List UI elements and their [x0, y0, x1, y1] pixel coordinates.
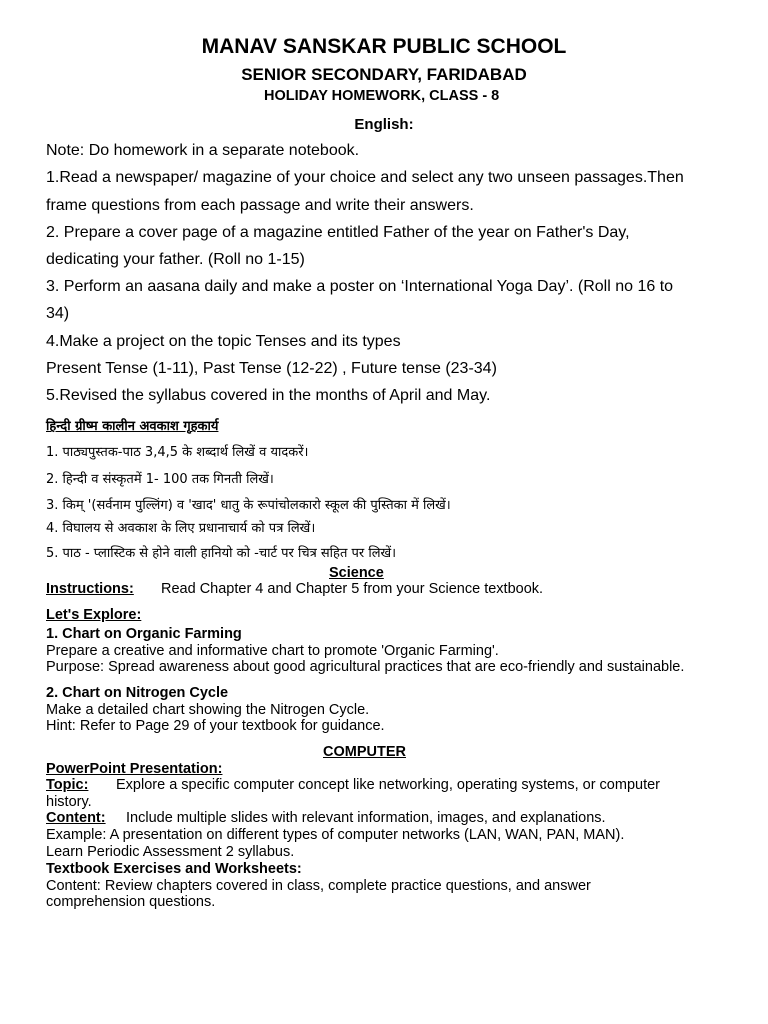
computer-heading: COMPUTER: [323, 744, 406, 760]
hindi-line: 3. किम् '(सर्वनाम पुल्लिंग) व 'खाद' धातु के रूपांचोलकारो स्कूल की पुस्तिका में लिखें।: [46, 498, 451, 513]
chart2-line: Hint: Refer to Page 29 of your textbook for guidance.: [46, 718, 385, 734]
hindi-heading: हिन्दी ग्रीष्म कालीन अवकाश गृहकार्य: [46, 419, 219, 434]
topic-label: Topic:: [46, 777, 89, 793]
hindi-line: 4. विघालय से अवकाश के लिए प्रधानाचार्य को पत्र लिखें।: [46, 521, 316, 536]
english-line: Present Tense (1-11), Past Tense (12-22) , Future tense (23-34): [46, 360, 497, 377]
content-text: Include multiple slides with relevant information, images, and explanations.: [126, 810, 606, 826]
instructions-text: Read Chapter 4 and Chapter 5 from your Science textbook.: [161, 581, 544, 597]
english-line: 4.Make a project on the topic Tenses and its types: [46, 333, 401, 350]
english-heading: English:: [354, 116, 414, 133]
chart1-line: Purpose: Spread awareness about good agricultural practices that are eco-friendly and sustainable.: [46, 659, 685, 675]
english-line: 1.Read a newspaper/ magazine of your choice and select any two unseen passages.Then: [46, 169, 684, 186]
lets-explore-heading: Let's Explore:: [46, 607, 142, 623]
chart2-line: Make a detailed chart showing the Nitrogen Cycle.: [46, 702, 370, 718]
chart1-title: 1. Chart on Organic Farming: [46, 626, 242, 642]
english-line: 3. Perform an aasana daily and make a poster on ‘International Yoga Day’. (Roll no 16 to: [46, 278, 674, 295]
textbook-heading: Textbook Exercises and Worksheets:: [46, 861, 302, 877]
hindi-line: 5. पाठ - प्लास्टिक से होने वाली हानियो को -चार्ट पर चित्र सहित पर लिखें।: [46, 546, 397, 561]
english-line: dedicating your father. (Roll no 1-15): [46, 251, 305, 268]
science-instructions: [46, 581, 543, 597]
review-line-2: comprehension questions.: [46, 894, 216, 910]
instructions-label: Instructions:: [46, 581, 134, 597]
learn-line: Learn Periodic Assessment 2 syllabus.: [46, 844, 295, 860]
chart2-title: 2. Chart on Nitrogen Cycle: [46, 685, 229, 701]
school-subtitle: SENIOR SECONDARY, FARIDABAD: [241, 65, 527, 84]
english-line: Note: Do homework in a separate notebook.: [46, 142, 360, 159]
science-heading: Science: [329, 565, 384, 581]
school-name: MANAV SANSKAR PUBLIC SCHOOL: [201, 35, 567, 58]
chart1-line: Prepare a creative and informative chart to promote 'Organic Farming'.: [46, 643, 499, 659]
content-label: Content:: [46, 810, 106, 826]
english-line: 5.Revised the syllabus covered in the months of April and May.: [46, 387, 491, 404]
topic-line: [46, 777, 660, 793]
english-line: frame questions from each passage and write their answers.: [46, 197, 474, 214]
topic-line-2: history.: [46, 794, 92, 810]
hindi-line: 2. हिन्दी व संस्कृतमें 1- 100 तक गिनती लिखें।: [46, 472, 274, 487]
topic-text: Explore a specific computer concept like networking, operating systems, or computer: [116, 777, 660, 793]
english-line: 2. Prepare a cover page of a magazine entitled Father of the year on Father's Day,: [46, 224, 630, 241]
homework-title: HOLIDAY HOMEWORK, CLASS - 8: [264, 88, 500, 104]
review-line: Content: Review chapters covered in class, complete practice questions, and answer: [46, 878, 591, 894]
hindi-line: 1. पाठ्यपुस्तक-पाठ 3,4,5 के शब्दार्थ लिखें व यादकरें।: [46, 445, 309, 460]
ppt-heading: PowerPoint Presentation:: [46, 761, 223, 777]
content-line: [46, 810, 606, 826]
english-line: 34): [46, 305, 70, 322]
example-line: Example: A presentation on different types of computer networks (LAN, WAN, PAN, MAN).: [46, 827, 625, 843]
